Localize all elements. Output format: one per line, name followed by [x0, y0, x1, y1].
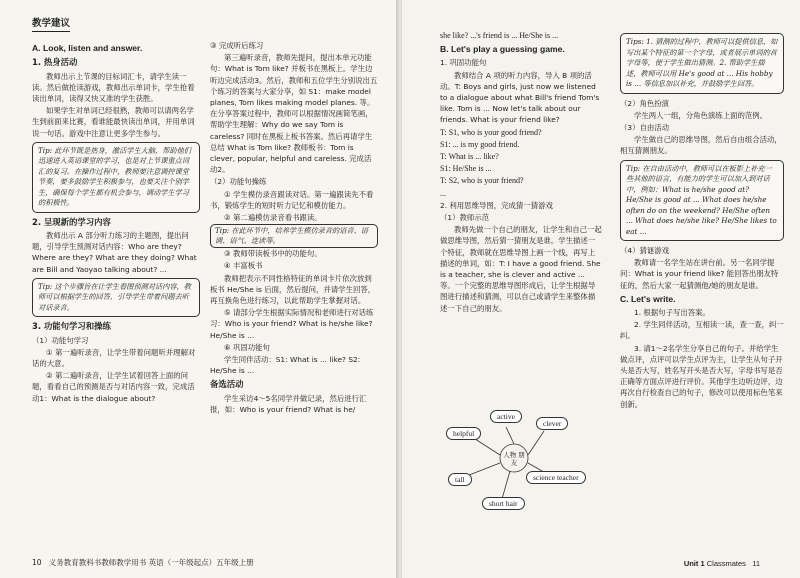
sub-heading-1: （1）功能句学习 [32, 335, 89, 345]
unit-label: Unit 1 [683, 559, 705, 568]
node-clever: clever [536, 417, 568, 430]
alt-para: 学生采访4～5名同学并做记录，然后进行汇报，如：Who is your friend? What is he/ [210, 393, 367, 414]
left-footer-text: 义务教育教科书教师教学用书 英语（一年级起点）五年级上册 [48, 558, 254, 567]
left-page-number: 10 [32, 558, 42, 567]
step-2-heading: 2. 呈现新的学习内容 [32, 216, 111, 227]
node-science-teacher: science teacher [526, 471, 586, 484]
mid-para-10: 学生同伴活动：S1: What is ... like? S2: He/She is ... [210, 355, 361, 376]
dialog-line-1: T: S1, who is your good friend? [440, 127, 542, 137]
left-page [0, 0, 398, 578]
section-a-heading: A. Look, listen and answer. [32, 43, 143, 54]
mind-map-diagram [444, 403, 592, 513]
mid-para-5: ③ 教师带读板书中的功能句。 [224, 249, 322, 259]
mid-para-4: ② 第二遍模仿录音看书跟读。 [224, 213, 322, 223]
middle-column [210, 40, 378, 416]
dialog-line-2: S1: ... is my good friend. [440, 139, 520, 149]
b-step-2: 2. 利用思维导图，完成猜一猜游戏 [440, 200, 553, 210]
node-active: active [490, 410, 522, 423]
b-step-1: 1. 巩固功能句 [440, 58, 487, 68]
node-helpful: helpful [446, 427, 481, 440]
riddle-game-heading: （4）猜谜游戏 [620, 246, 670, 256]
role-play-para: 学生两人一组，分角色演练上面的范例。 [634, 110, 768, 120]
c-item-2: 2. 学生同伴活动，互相读一读，查一查，纠一纠。 [620, 320, 784, 341]
mid-para-2: 第三遍听录音，教师先提问，提出本单元功能句：What is Tom like? 并板书在黑板上。学生边听边完成活动3。然后，教师和五位学生分别说出五个练习的答案与大家分享，如 S1：make model planes, Tom likes making model planes. 等。在分享答案过程中，教师可以根据情况画简笔画，帮助学生理解：Why do we say Tom is careless? 同时在黑板上板书答案。然后再请学生总结 What is Tom like? 教师板书：Tom is clever, popular, helpful and careless. 完成活动2。 [210, 53, 378, 175]
free-activity-heading: （3）自由活动 [620, 122, 670, 132]
line-short-hair [502, 471, 510, 499]
left-column [32, 18, 200, 405]
right-left-column [440, 30, 602, 315]
mind-map-center: 人物 朋友 [503, 451, 525, 467]
node-tall: tall [448, 473, 472, 486]
alternative-activity-heading: 备选活动 [210, 379, 244, 390]
left-para-1: 教师出示上节课的目标词汇卡，请学生读一读。然后做抢读游戏，教师出示单词卡，学生抢着读出单词，读得又快又准的学生获胜。 [32, 71, 195, 104]
tip-box-2: Tip: 这个步骤旨在让学生看图预测对话内容，教师可以根据学生的回答，引导学生带着问题去听对话录音。 [32, 278, 200, 318]
left-para-5: ② 第二遍听录音，让学生试着回答上面的问题，看看自己的预测是否与对话内容一致，完成活动1：What is the dialogue about? [32, 371, 195, 403]
mid-para-7: 教师把表示不同性格特征的单词卡片依次放到板书 He/She is 后面，然后提问，并请学生回答，再互换角色进行练习，以此帮助学生掌握对话。 [210, 273, 376, 306]
b-para-1: 教师结合 A 项的听力内容，导入 B 项的活动。T: Boys and girls, just now we listened to a dialogue about what Bill's friend Tom's like. Tom is ... Now let's talk about our friends. What is your friend like? [440, 70, 600, 125]
teaching-suggestions-heading: 教学建议 [32, 18, 70, 32]
node-short-hair: short hair [482, 497, 525, 510]
tip-box-3: Tip: 在此环节中，培养学生模仿录音的语音、语调、语气、连读等。 [210, 224, 378, 248]
mid-para-6: ④ 丰富板书 [224, 261, 263, 271]
mid-para-9: ⑥ 巩固功能句 [224, 342, 270, 352]
left-para-2: 如果学生对单词已经很熟，教师可以请两名学生到前面来比赛，看谁能最快读出单词，并用单词说一句话。游戏中注意让更多学生参与。 [32, 106, 195, 138]
left-para-4: ① 第一遍听录音，让学生带着问题听并理解对话的大意。 [32, 347, 196, 368]
tip-box-4: Tips: 1. 猜测的过程中，教师可以提供信息，如写出某个特征的第一个字母，或者展示单词的首字母等，便于学生做出猜测。2. 帮助学生描述，教师可以用 He's good at ... His hobby is ... 等信息加以补充，并鼓励学生回答。 [620, 33, 784, 94]
riddle-game-para: 教师请一名学生站在讲台前。另一名同学提问：What is your friend like? 能回答出朋友特征的，然后大家一起猜测他/她的朋友是谁。 [620, 258, 779, 290]
b-step-2a: （1）教师示范 [440, 213, 490, 223]
left-para-3: 教师出示 A 部分听力练习的主题图，提出问题，引导学生预测对话内容：Who are they? Where are they? What are they doing? What are Bill and Yaoyao talking about? ... [32, 231, 197, 274]
right-page-number: 11 [752, 559, 760, 568]
line-active [506, 427, 514, 444]
dialog-line-5: T: S2, who is your friend? [440, 176, 524, 186]
role-play-heading: （2）角色扮演 [620, 98, 670, 108]
section-c-heading: C. Let's write. [620, 293, 676, 304]
section-b-heading: B. Let's play a guessing game. [440, 44, 565, 55]
b-para-2: 教师先做一个自己的朋友，让学生和自己一起做思维导图，然后猜一猜朋友是谁。学生描述一个特征，教师就在思维导图上画一个线，再写上描述的单词，如：T: I have a good friend. She is a teacher, she is clever and active ... 等。一个完整的思维导图形成后，让学生根据导图进行描述和猜测，可以自己或请学生来整体描述一下自己的朋友。 [440, 225, 602, 313]
c-item-1: 1. 根据句子写出答案。 [634, 308, 710, 318]
c-item-3: 3. 请1～2名学生分享自己的句子。并给学生做点评，点评可以学生点评为主，让学生从句子开头是否大写，姓名写开头是否大写，字母书写是否正确等方面点评进行评价。其他学生边听边评，边再次自行检查自己的句子，修改可以使用标色笔来创新。 [620, 343, 783, 409]
mid-sub-2: （2）功能句操练 [210, 177, 267, 187]
free-activity-para: 学生做自己的思维导图，然后自由组合活动，相互猜测朋友。 [620, 135, 782, 156]
unit-title: Classmates [706, 559, 746, 568]
dialog-line-6: ... [440, 188, 446, 198]
dialog-line-4: S1: He/She is ... [440, 164, 492, 174]
tip-box-5: Tip: 在自由活动中，教师可以在板影上补充一些其他的语言，有能力的学生可以加入到对话中，例如：What is he/she good at? He/She is good at ... What does he/she often do on the weekend? He/She often ... What does he/she like? He/She likes to eat ... [620, 160, 784, 242]
mid-para-1: ③ 完成听后练习 [210, 41, 264, 50]
right-right-column [620, 30, 784, 411]
tip-box-1: Tip: 此环节既是热身，激活学生大脑，帮助他们迅速进入英语课堂的学习，也是对上节课重点词汇的复习。在操作过程中，教师要注意调控课堂节奏，要多鼓励学生积极参与，也要关注个别学生，确保每个学生都有机会参与，调动学生学习的积极性。 [32, 142, 200, 213]
left-footer [32, 557, 254, 568]
mid-para-3: ① 学生模仿录音跟读对话。第一遍跟读先不看书，锻炼学生的短时听力记忆和模仿能力。 [210, 189, 374, 210]
mid-para-8: ⑤ 请部分学生根据实际情况和老师进行对话练习：Who is your friend? What is he/she like? He/She is ... [210, 308, 374, 340]
step-1-heading: 1. 热身活动 [32, 57, 78, 68]
line-clever [528, 431, 544, 455]
right-footer [684, 559, 760, 568]
dialog-line-3: T: What is ... like? [440, 152, 499, 162]
right-top-line: she like? ...'s friend is ... He/She is ... [440, 31, 559, 40]
step-3-heading: 3. 功能句学习和操练 [32, 321, 111, 332]
